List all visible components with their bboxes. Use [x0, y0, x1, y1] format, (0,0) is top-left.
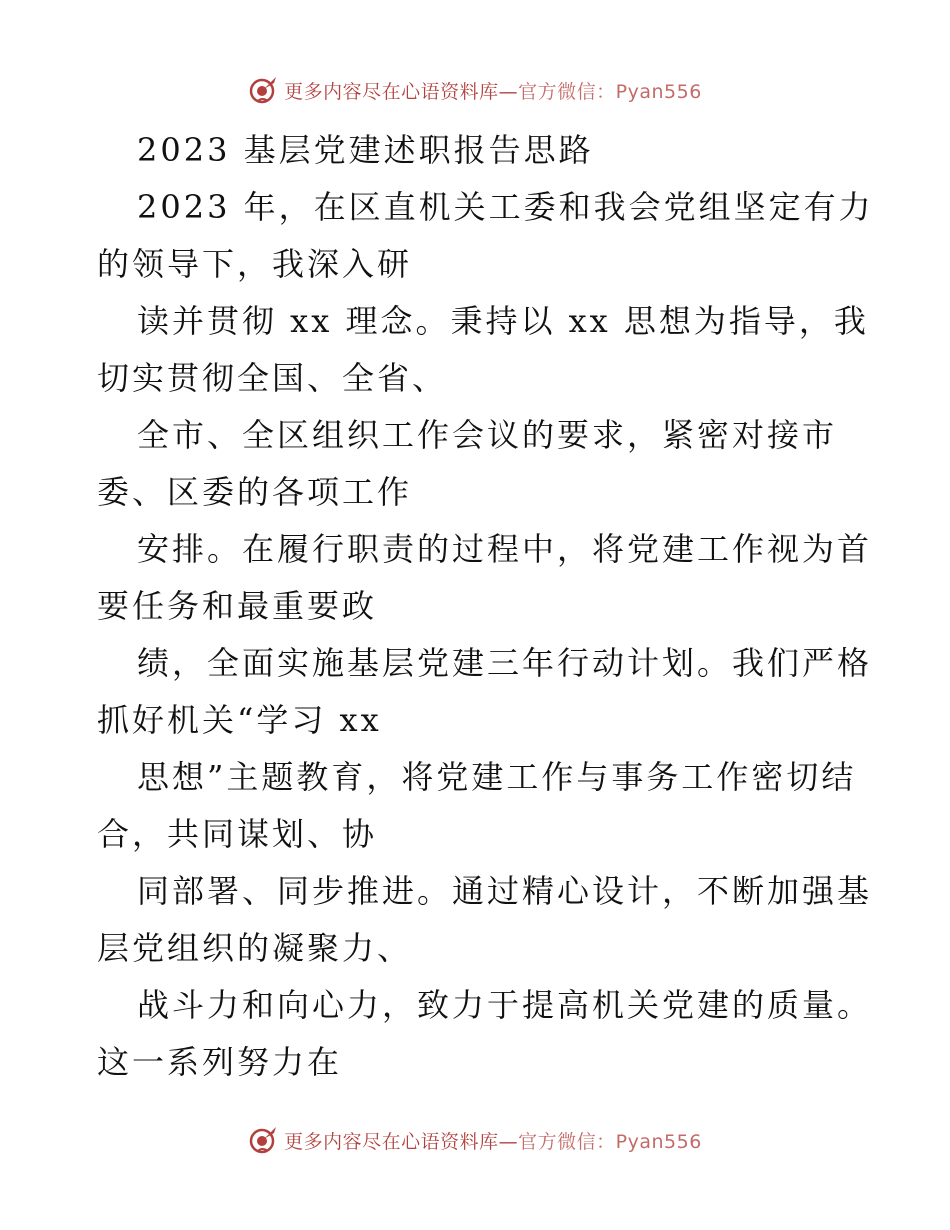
document-body — [97, 122, 874, 1091]
watermark-contact: 官方微信：Pyan556 — [518, 1130, 702, 1153]
paragraph-line: 读并贯彻 xx 理念。秉持以 xx 思想为指导，我 — [137, 302, 869, 340]
watermark-library-name: 更多内容尽在心语资料库 — [284, 80, 499, 103]
paragraph-line: 2023 年，在区直机关工委和我会党组坚定有力 — [137, 188, 874, 226]
paragraph-line: 思想”主题教育，将党建工作与事务工作密切结 — [137, 758, 857, 796]
paragraph-line: 绩，全面实施基层党建三年行动计划。我们严格 — [137, 644, 873, 682]
watermark-dash: — — [498, 1130, 519, 1153]
paragraph-line: 安排。在履行职责的过程中，将党建工作视为首 — [137, 530, 873, 568]
paragraph-line: 全市、全区组织工作会议的要求，紧密对接市 — [137, 416, 838, 454]
paragraph-line: 合，共同谋划、协 — [97, 815, 378, 853]
paragraph-line: 的领导下，我深入研 — [97, 245, 413, 283]
paragraph-line: 战斗力和向心力，致力于提高机关党建的质量。 — [137, 986, 873, 1024]
paragraph-line: 委、区委的各项工作 — [97, 473, 413, 511]
paragraph-line: 抓好机关“学习 xx — [97, 701, 382, 739]
quill-logo-icon — [248, 1125, 278, 1155]
quill-logo-icon — [248, 75, 278, 105]
watermark-contact: 官方微信：Pyan556 — [518, 80, 702, 103]
paragraph-line: 层党组织的凝聚力、 — [97, 929, 413, 967]
watermark-library-name: 更多内容尽在心语资料库 — [284, 1130, 499, 1153]
paragraph-line: 这一系列努力在 — [97, 1043, 343, 1081]
document-title: 2023 基层党建述职报告思路 — [137, 131, 594, 169]
footer-watermark-banner — [0, 1120, 950, 1160]
watermark-text — [284, 77, 702, 104]
watermark-text — [284, 1127, 702, 1154]
paragraph-line: 切实贯彻全国、全省、 — [97, 359, 448, 397]
paragraph-line: 要任务和最重要政 — [97, 587, 378, 625]
paragraph-line: 同部署、同步推进。通过精心设计，不断加强基 — [137, 872, 873, 910]
header-watermark-banner — [0, 70, 950, 110]
watermark-dash: — — [498, 80, 519, 103]
